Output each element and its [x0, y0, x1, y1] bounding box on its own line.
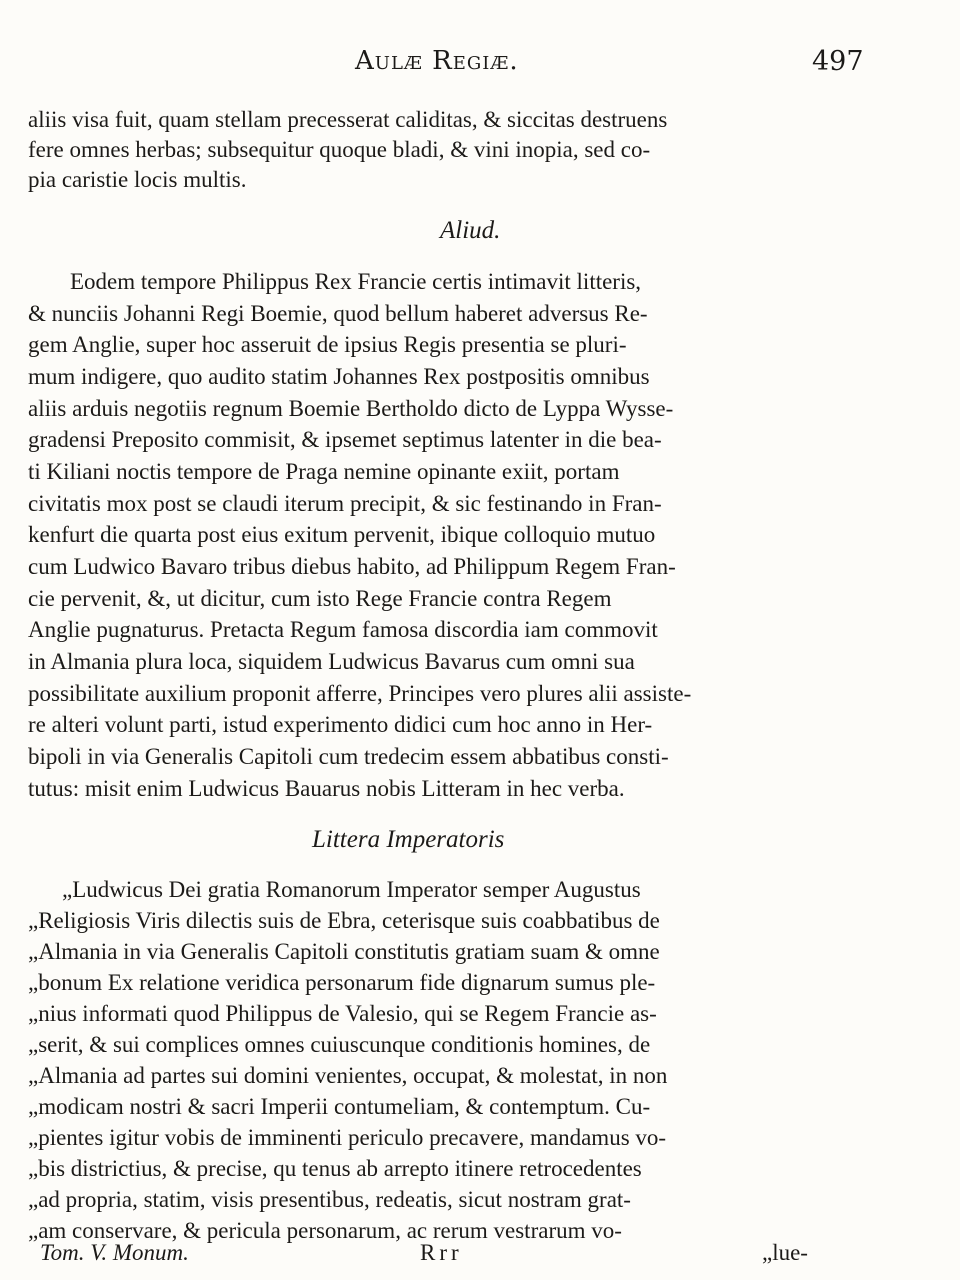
text-line: mum indigere, quo audito statim Johannes Rex postpositis omnibus — [28, 364, 650, 389]
text-line: & nunciis Johanni Regi Boemie, quod bellum haberet adversus Re- — [28, 301, 648, 326]
text-line: „bis districtius, & precise, qu tenus ab arrepto itinere retrocedentes — [28, 1156, 642, 1181]
page-header — [0, 42, 960, 82]
text-line: Eodem tempore Philippus Rex Francie certis intimavit litteris, — [70, 269, 642, 294]
text-line: „modicam nostri & sacri Imperii contumeliam, & contemptum. Cu- — [28, 1094, 651, 1119]
text-line: „Almania in via Generalis Capitoli constitutis gratiam suam & omne — [28, 939, 660, 964]
text-line: „am conservare, & pericula personarum, ac rerum vestrarum vo- — [28, 1218, 622, 1243]
text-line: cum Ludwico Bavaro tribus diebus habito, ad Philippum Regem Fran- — [28, 554, 676, 579]
text-line: „pientes igitur vobis de imminenti periculo precavere, mandamus vo- — [28, 1125, 667, 1150]
text-line: „nius informati quod Philippus de Valesio, qui se Regem Francie as- — [28, 1001, 657, 1026]
text-line: cie pervenit, &, ut dicitur, cum isto Rege Francie contra Regem — [28, 586, 612, 611]
text-line: pia caristie locis multis. — [28, 167, 247, 192]
text-line: ti Kiliani noctis tempore de Praga nemine opinante exiit, portam — [28, 459, 620, 484]
text-line: re alteri volunt parti, istud experimento didici cum hoc anno in Her- — [28, 712, 653, 737]
volume-reference: Tom. V. Monum. — [40, 1240, 189, 1265]
catchword: „lue- — [762, 1240, 808, 1265]
letter-heading: Littera Imperatoris — [312, 826, 505, 853]
running-head: Aulæ Regiæ. — [355, 46, 519, 76]
text-line: aliis arduis negotiis regnum Boemie Bertholdo dicto de Lyppa Wysse- — [28, 396, 674, 421]
text-line: bipoli in via Generalis Capitoli cum tredecim essem abbatibus consti- — [28, 744, 669, 769]
text-line: kenfurt die quarta post eius exitum pervenit, ibique colloquio mutuo — [28, 522, 656, 547]
text-line: in Almania plura loca, siquidem Ludwicus Bavarus cum omni sua — [28, 649, 635, 674]
text-line: tutus: misit enim Ludwicus Bauarus nobis Litteram in hec verba. — [28, 776, 625, 801]
text-line: possibilitate auxilium proponit afferre, Principes vero plures alii assiste- — [28, 681, 692, 706]
page-number: 497 — [812, 46, 864, 77]
text-line: Anglie pugnaturus. Pretacta Regum famosa discordia iam commovit — [28, 617, 658, 642]
text-line: gem Anglie, super hoc asseruit de ipsius Regis presentia se pluri- — [28, 332, 627, 357]
signature-mark: Rrr — [420, 1240, 463, 1265]
text-line: civitatis mox post se claudi iterum precipit, & sic festinando in Fran- — [28, 491, 662, 516]
text-line: aliis visa fuit, quam stellam precesserat caliditas, & siccitas destruens — [28, 107, 668, 132]
page-footer — [0, 1240, 960, 1280]
text-line: „Almania ad partes sui domini venientes, occupat, & molestat, in non — [28, 1063, 668, 1088]
text-line: „Ludwicus Dei gratia Romanorum Imperator semper Augustus — [62, 877, 641, 902]
text-line: fere omnes herbas; subsequitur quoque bladi, & vini inopia, sed co- — [28, 137, 651, 162]
text-line: gradensi Preposito commisit, & ipsemet septimus latenter in die bea- — [28, 427, 662, 452]
text-line: „bonum Ex relatione veridica personarum fide dignarum sumus ple- — [28, 970, 656, 995]
text-line: „ad propria, statim, visis presentibus, redeatis, sicut nostram grat- — [28, 1187, 631, 1212]
text-line: „serit, & sui complices omnes cuiuscunque conditionis homines, de — [28, 1032, 651, 1057]
section-heading: Aliud. — [440, 217, 501, 244]
text-line: „Religiosis Viris dilectis suis de Ebra, ceterisque suis coabbatibus de — [28, 908, 660, 933]
